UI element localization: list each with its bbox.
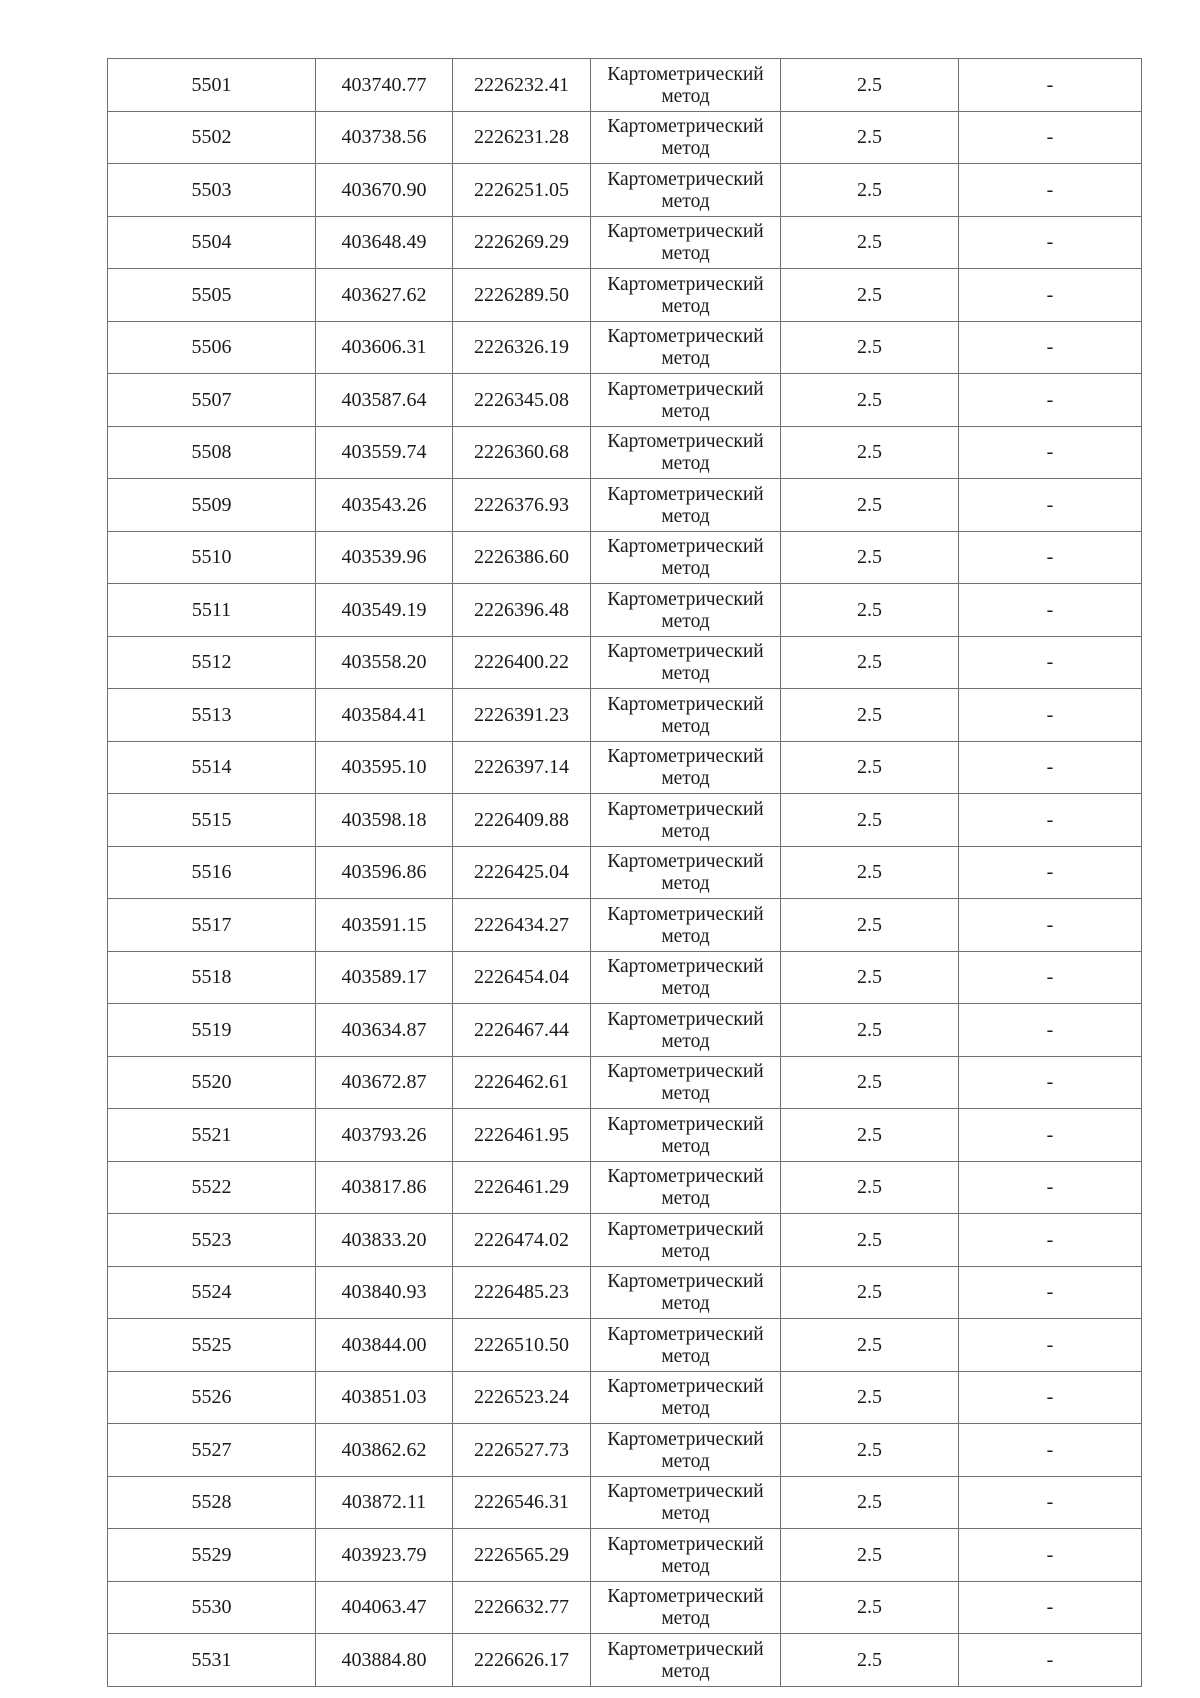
x-coordinate-cell: 404063.47 xyxy=(316,1581,453,1634)
accuracy-cell: 2.5 xyxy=(781,1109,959,1162)
method-cell xyxy=(591,426,781,479)
coordinates-table xyxy=(107,58,1142,1687)
table-row xyxy=(108,479,1142,532)
method-line-1: Картометрический xyxy=(607,63,764,85)
method-line-1: Картометрический xyxy=(607,1638,764,1660)
x-coordinate-cell: 403833.20 xyxy=(316,1214,453,1267)
note-cell: - xyxy=(959,1581,1142,1634)
method-cell xyxy=(591,321,781,374)
y-coordinate-cell: 2226461.95 xyxy=(453,1109,591,1162)
accuracy-cell: 2.5 xyxy=(781,1056,959,1109)
method-cell xyxy=(591,1004,781,1057)
method-line-1: Картометрический xyxy=(607,378,764,400)
method-line-2: метод xyxy=(661,1555,710,1577)
table-row xyxy=(108,1424,1142,1477)
note-cell: - xyxy=(959,1424,1142,1477)
x-coordinate-cell: 403862.62 xyxy=(316,1424,453,1477)
method-line-2: метод xyxy=(661,1240,710,1262)
y-coordinate-cell: 2226462.61 xyxy=(453,1056,591,1109)
accuracy-cell: 2.5 xyxy=(781,636,959,689)
method-cell xyxy=(591,846,781,899)
point-number-cell: 5526 xyxy=(108,1371,316,1424)
x-coordinate-cell: 403543.26 xyxy=(316,479,453,532)
table-row xyxy=(108,1529,1142,1582)
method-cell xyxy=(591,1266,781,1319)
table-row xyxy=(108,1476,1142,1529)
method-line-2: метод xyxy=(661,138,710,160)
table-row xyxy=(108,636,1142,689)
point-number-cell: 5517 xyxy=(108,899,316,952)
x-coordinate-cell: 403872.11 xyxy=(316,1476,453,1529)
table-row xyxy=(108,794,1142,847)
point-number-cell: 5522 xyxy=(108,1161,316,1214)
point-number-cell: 5502 xyxy=(108,111,316,164)
point-number-cell: 5515 xyxy=(108,794,316,847)
method-line-2: метод xyxy=(661,558,710,580)
accuracy-cell: 2.5 xyxy=(781,1529,959,1582)
method-line-1: Картометрический xyxy=(607,851,764,873)
y-coordinate-cell: 2226409.88 xyxy=(453,794,591,847)
method-line-1: Картометрический xyxy=(607,1008,764,1030)
accuracy-cell: 2.5 xyxy=(781,1634,959,1687)
method-line-1: Картометрический xyxy=(607,116,764,138)
method-cell xyxy=(591,1581,781,1634)
note-cell: - xyxy=(959,59,1142,112)
note-cell: - xyxy=(959,426,1142,479)
note-cell: - xyxy=(959,794,1142,847)
y-coordinate-cell: 2226400.22 xyxy=(453,636,591,689)
y-coordinate-cell: 2226454.04 xyxy=(453,951,591,1004)
method-cell xyxy=(591,1371,781,1424)
x-coordinate-cell: 403598.18 xyxy=(316,794,453,847)
accuracy-cell: 2.5 xyxy=(781,951,959,1004)
accuracy-cell: 2.5 xyxy=(781,479,959,532)
note-cell: - xyxy=(959,1371,1142,1424)
method-cell xyxy=(591,59,781,112)
method-line-2: метод xyxy=(661,1293,710,1315)
table-row xyxy=(108,531,1142,584)
table-row xyxy=(108,584,1142,637)
x-coordinate-cell: 403817.86 xyxy=(316,1161,453,1214)
method-line-2: метод xyxy=(661,295,710,317)
x-coordinate-cell: 403840.93 xyxy=(316,1266,453,1319)
x-coordinate-cell: 403634.87 xyxy=(316,1004,453,1057)
note-cell: - xyxy=(959,321,1142,374)
y-coordinate-cell: 2226425.04 xyxy=(453,846,591,899)
note-cell: - xyxy=(959,1529,1142,1582)
x-coordinate-cell: 403851.03 xyxy=(316,1371,453,1424)
method-line-1: Картометрический xyxy=(607,1376,764,1398)
x-coordinate-cell: 403844.00 xyxy=(316,1319,453,1372)
point-number-cell: 5512 xyxy=(108,636,316,689)
accuracy-cell: 2.5 xyxy=(781,269,959,322)
point-number-cell: 5518 xyxy=(108,951,316,1004)
table-row xyxy=(108,899,1142,952)
accuracy-cell: 2.5 xyxy=(781,689,959,742)
y-coordinate-cell: 2226434.27 xyxy=(453,899,591,952)
method-line-2: метод xyxy=(661,820,710,842)
method-cell xyxy=(591,164,781,217)
x-coordinate-cell: 403670.90 xyxy=(316,164,453,217)
y-coordinate-cell: 2226360.68 xyxy=(453,426,591,479)
accuracy-cell: 2.5 xyxy=(781,216,959,269)
method-cell xyxy=(591,1056,781,1109)
method-cell xyxy=(591,111,781,164)
method-cell xyxy=(591,1424,781,1477)
x-coordinate-cell: 403539.96 xyxy=(316,531,453,584)
table-row xyxy=(108,1161,1142,1214)
accuracy-cell: 2.5 xyxy=(781,164,959,217)
method-line-2: метод xyxy=(661,1188,710,1210)
table-row xyxy=(108,1214,1142,1267)
x-coordinate-cell: 403589.17 xyxy=(316,951,453,1004)
note-cell: - xyxy=(959,164,1142,217)
point-number-cell: 5514 xyxy=(108,741,316,794)
note-cell: - xyxy=(959,1161,1142,1214)
x-coordinate-cell: 403559.74 xyxy=(316,426,453,479)
x-coordinate-cell: 403595.10 xyxy=(316,741,453,794)
table-row xyxy=(108,1004,1142,1057)
method-cell xyxy=(591,531,781,584)
method-line-2: метод xyxy=(661,85,710,107)
y-coordinate-cell: 2226386.60 xyxy=(453,531,591,584)
method-line-2: метод xyxy=(661,400,710,422)
x-coordinate-cell: 403587.64 xyxy=(316,374,453,427)
table-row xyxy=(108,269,1142,322)
y-coordinate-cell: 2226546.31 xyxy=(453,1476,591,1529)
point-number-cell: 5504 xyxy=(108,216,316,269)
x-coordinate-cell: 403672.87 xyxy=(316,1056,453,1109)
accuracy-cell: 2.5 xyxy=(781,846,959,899)
method-cell xyxy=(591,1634,781,1687)
y-coordinate-cell: 2226510.50 xyxy=(453,1319,591,1372)
method-line-2: метод xyxy=(661,1608,710,1630)
y-coordinate-cell: 2226289.50 xyxy=(453,269,591,322)
method-cell xyxy=(591,1214,781,1267)
accuracy-cell: 2.5 xyxy=(781,374,959,427)
table-row xyxy=(108,741,1142,794)
method-cell xyxy=(591,899,781,952)
point-number-cell: 5503 xyxy=(108,164,316,217)
accuracy-cell: 2.5 xyxy=(781,426,959,479)
method-line-1: Картометрический xyxy=(607,693,764,715)
table-row xyxy=(108,951,1142,1004)
y-coordinate-cell: 2226397.14 xyxy=(453,741,591,794)
method-line-2: метод xyxy=(661,663,710,685)
point-number-cell: 5513 xyxy=(108,689,316,742)
table-row xyxy=(108,1634,1142,1687)
method-line-2: метод xyxy=(661,1083,710,1105)
note-cell: - xyxy=(959,741,1142,794)
point-number-cell: 5505 xyxy=(108,269,316,322)
point-number-cell: 5519 xyxy=(108,1004,316,1057)
note-cell: - xyxy=(959,479,1142,532)
point-number-cell: 5506 xyxy=(108,321,316,374)
table-row xyxy=(108,216,1142,269)
y-coordinate-cell: 2226485.23 xyxy=(453,1266,591,1319)
accuracy-cell: 2.5 xyxy=(781,1214,959,1267)
accuracy-cell: 2.5 xyxy=(781,794,959,847)
method-line-1: Картометрический xyxy=(607,1533,764,1555)
method-cell xyxy=(591,1109,781,1162)
x-coordinate-cell: 403591.15 xyxy=(316,899,453,952)
method-line-1: Картометрический xyxy=(607,326,764,348)
method-line-2: метод xyxy=(661,1135,710,1157)
method-line-2: метод xyxy=(661,243,710,265)
point-number-cell: 5516 xyxy=(108,846,316,899)
method-cell xyxy=(591,794,781,847)
point-number-cell: 5524 xyxy=(108,1266,316,1319)
x-coordinate-cell: 403549.19 xyxy=(316,584,453,637)
accuracy-cell: 2.5 xyxy=(781,1424,959,1477)
point-number-cell: 5523 xyxy=(108,1214,316,1267)
method-line-2: метод xyxy=(661,453,710,475)
method-line-1: Картометрический xyxy=(607,1323,764,1345)
point-number-cell: 5525 xyxy=(108,1319,316,1372)
note-cell: - xyxy=(959,1109,1142,1162)
accuracy-cell: 2.5 xyxy=(781,111,959,164)
method-line-1: Картометрический xyxy=(607,1586,764,1608)
point-number-cell: 5509 xyxy=(108,479,316,532)
accuracy-cell: 2.5 xyxy=(781,899,959,952)
method-line-2: метод xyxy=(661,1660,710,1682)
note-cell: - xyxy=(959,374,1142,427)
x-coordinate-cell: 403923.79 xyxy=(316,1529,453,1582)
method-line-2: метод xyxy=(661,348,710,370)
method-line-2: метод xyxy=(661,1030,710,1052)
x-coordinate-cell: 403584.41 xyxy=(316,689,453,742)
method-cell xyxy=(591,951,781,1004)
y-coordinate-cell: 2226461.29 xyxy=(453,1161,591,1214)
point-number-cell: 5501 xyxy=(108,59,316,112)
method-line-1: Картометрический xyxy=(607,1271,764,1293)
accuracy-cell: 2.5 xyxy=(781,1581,959,1634)
accuracy-cell: 2.5 xyxy=(781,59,959,112)
note-cell: - xyxy=(959,951,1142,1004)
x-coordinate-cell: 403558.20 xyxy=(316,636,453,689)
x-coordinate-cell: 403627.62 xyxy=(316,269,453,322)
method-cell xyxy=(591,689,781,742)
method-line-1: Картометрический xyxy=(607,1428,764,1450)
method-line-1: Картометрический xyxy=(607,168,764,190)
y-coordinate-cell: 2226632.77 xyxy=(453,1581,591,1634)
note-cell: - xyxy=(959,1056,1142,1109)
y-coordinate-cell: 2226626.17 xyxy=(453,1634,591,1687)
note-cell: - xyxy=(959,1634,1142,1687)
method-cell xyxy=(591,269,781,322)
point-number-cell: 5531 xyxy=(108,1634,316,1687)
table-row xyxy=(108,426,1142,479)
accuracy-cell: 2.5 xyxy=(781,1371,959,1424)
table-row xyxy=(108,689,1142,742)
y-coordinate-cell: 2226376.93 xyxy=(453,479,591,532)
y-coordinate-cell: 2226232.41 xyxy=(453,59,591,112)
method-line-1: Картометрический xyxy=(607,431,764,453)
method-line-1: Картометрический xyxy=(607,1113,764,1135)
note-cell: - xyxy=(959,689,1142,742)
table-row xyxy=(108,59,1142,112)
y-coordinate-cell: 2226474.02 xyxy=(453,1214,591,1267)
method-cell xyxy=(591,584,781,637)
table-row xyxy=(108,1371,1142,1424)
method-cell xyxy=(591,741,781,794)
method-line-2: метод xyxy=(661,873,710,895)
table-row xyxy=(108,321,1142,374)
y-coordinate-cell: 2226231.28 xyxy=(453,111,591,164)
y-coordinate-cell: 2226467.44 xyxy=(453,1004,591,1057)
method-cell xyxy=(591,1529,781,1582)
note-cell: - xyxy=(959,636,1142,689)
x-coordinate-cell: 403606.31 xyxy=(316,321,453,374)
table-row xyxy=(108,1109,1142,1162)
method-line-1: Картометрический xyxy=(607,1166,764,1188)
method-line-2: метод xyxy=(661,1398,710,1420)
method-line-1: Картометрический xyxy=(607,641,764,663)
accuracy-cell: 2.5 xyxy=(781,584,959,637)
table-row xyxy=(108,111,1142,164)
x-coordinate-cell: 403648.49 xyxy=(316,216,453,269)
accuracy-cell: 2.5 xyxy=(781,1266,959,1319)
method-line-1: Картометрический xyxy=(607,956,764,978)
method-line-1: Картометрический xyxy=(607,536,764,558)
method-line-2: метод xyxy=(661,1345,710,1367)
method-cell xyxy=(591,374,781,427)
method-line-1: Картометрический xyxy=(607,1218,764,1240)
method-line-1: Картометрический xyxy=(607,1481,764,1503)
note-cell: - xyxy=(959,111,1142,164)
accuracy-cell: 2.5 xyxy=(781,321,959,374)
table-row xyxy=(108,1319,1142,1372)
accuracy-cell: 2.5 xyxy=(781,1476,959,1529)
coordinates-table-body xyxy=(108,59,1142,1687)
note-cell: - xyxy=(959,899,1142,952)
x-coordinate-cell: 403596.86 xyxy=(316,846,453,899)
method-line-1: Картометрический xyxy=(607,798,764,820)
point-number-cell: 5507 xyxy=(108,374,316,427)
point-number-cell: 5528 xyxy=(108,1476,316,1529)
x-coordinate-cell: 403884.80 xyxy=(316,1634,453,1687)
x-coordinate-cell: 403738.56 xyxy=(316,111,453,164)
method-line-2: метод xyxy=(661,610,710,632)
method-line-2: метод xyxy=(661,978,710,1000)
table-row xyxy=(108,846,1142,899)
y-coordinate-cell: 2226565.29 xyxy=(453,1529,591,1582)
point-number-cell: 5508 xyxy=(108,426,316,479)
method-cell xyxy=(591,1476,781,1529)
method-line-2: метод xyxy=(661,190,710,212)
accuracy-cell: 2.5 xyxy=(781,1161,959,1214)
note-cell: - xyxy=(959,531,1142,584)
y-coordinate-cell: 2226527.73 xyxy=(453,1424,591,1477)
method-line-2: метод xyxy=(661,1503,710,1525)
method-cell xyxy=(591,1319,781,1372)
method-line-1: Картометрический xyxy=(607,273,764,295)
method-cell xyxy=(591,479,781,532)
table-row xyxy=(108,164,1142,217)
note-cell: - xyxy=(959,584,1142,637)
accuracy-cell: 2.5 xyxy=(781,531,959,584)
y-coordinate-cell: 2226345.08 xyxy=(453,374,591,427)
method-line-2: метод xyxy=(661,505,710,527)
method-line-2: метод xyxy=(661,768,710,790)
note-cell: - xyxy=(959,216,1142,269)
note-cell: - xyxy=(959,846,1142,899)
point-number-cell: 5510 xyxy=(108,531,316,584)
method-line-1: Картометрический xyxy=(607,483,764,505)
method-line-1: Картометрический xyxy=(607,1061,764,1083)
y-coordinate-cell: 2226391.23 xyxy=(453,689,591,742)
accuracy-cell: 2.5 xyxy=(781,741,959,794)
note-cell: - xyxy=(959,1004,1142,1057)
point-number-cell: 5530 xyxy=(108,1581,316,1634)
y-coordinate-cell: 2226326.19 xyxy=(453,321,591,374)
method-cell xyxy=(591,636,781,689)
point-number-cell: 5511 xyxy=(108,584,316,637)
method-line-2: метод xyxy=(661,1450,710,1472)
method-line-1: Картометрический xyxy=(607,588,764,610)
x-coordinate-cell: 403793.26 xyxy=(316,1109,453,1162)
point-number-cell: 5520 xyxy=(108,1056,316,1109)
note-cell: - xyxy=(959,1319,1142,1372)
note-cell: - xyxy=(959,1266,1142,1319)
note-cell: - xyxy=(959,1214,1142,1267)
y-coordinate-cell: 2226251.05 xyxy=(453,164,591,217)
point-number-cell: 5521 xyxy=(108,1109,316,1162)
note-cell: - xyxy=(959,1476,1142,1529)
point-number-cell: 5527 xyxy=(108,1424,316,1477)
note-cell: - xyxy=(959,269,1142,322)
point-number-cell: 5529 xyxy=(108,1529,316,1582)
method-line-1: Картометрический xyxy=(607,746,764,768)
method-line-2: метод xyxy=(661,715,710,737)
method-cell xyxy=(591,216,781,269)
accuracy-cell: 2.5 xyxy=(781,1319,959,1372)
accuracy-cell: 2.5 xyxy=(781,1004,959,1057)
table-row xyxy=(108,374,1142,427)
method-line-1: Картометрический xyxy=(607,903,764,925)
table-row xyxy=(108,1266,1142,1319)
method-cell xyxy=(591,1161,781,1214)
method-line-1: Картометрический xyxy=(607,221,764,243)
y-coordinate-cell: 2226269.29 xyxy=(453,216,591,269)
y-coordinate-cell: 2226523.24 xyxy=(453,1371,591,1424)
table-row xyxy=(108,1056,1142,1109)
table-row xyxy=(108,1581,1142,1634)
y-coordinate-cell: 2226396.48 xyxy=(453,584,591,637)
method-line-2: метод xyxy=(661,925,710,947)
x-coordinate-cell: 403740.77 xyxy=(316,59,453,112)
